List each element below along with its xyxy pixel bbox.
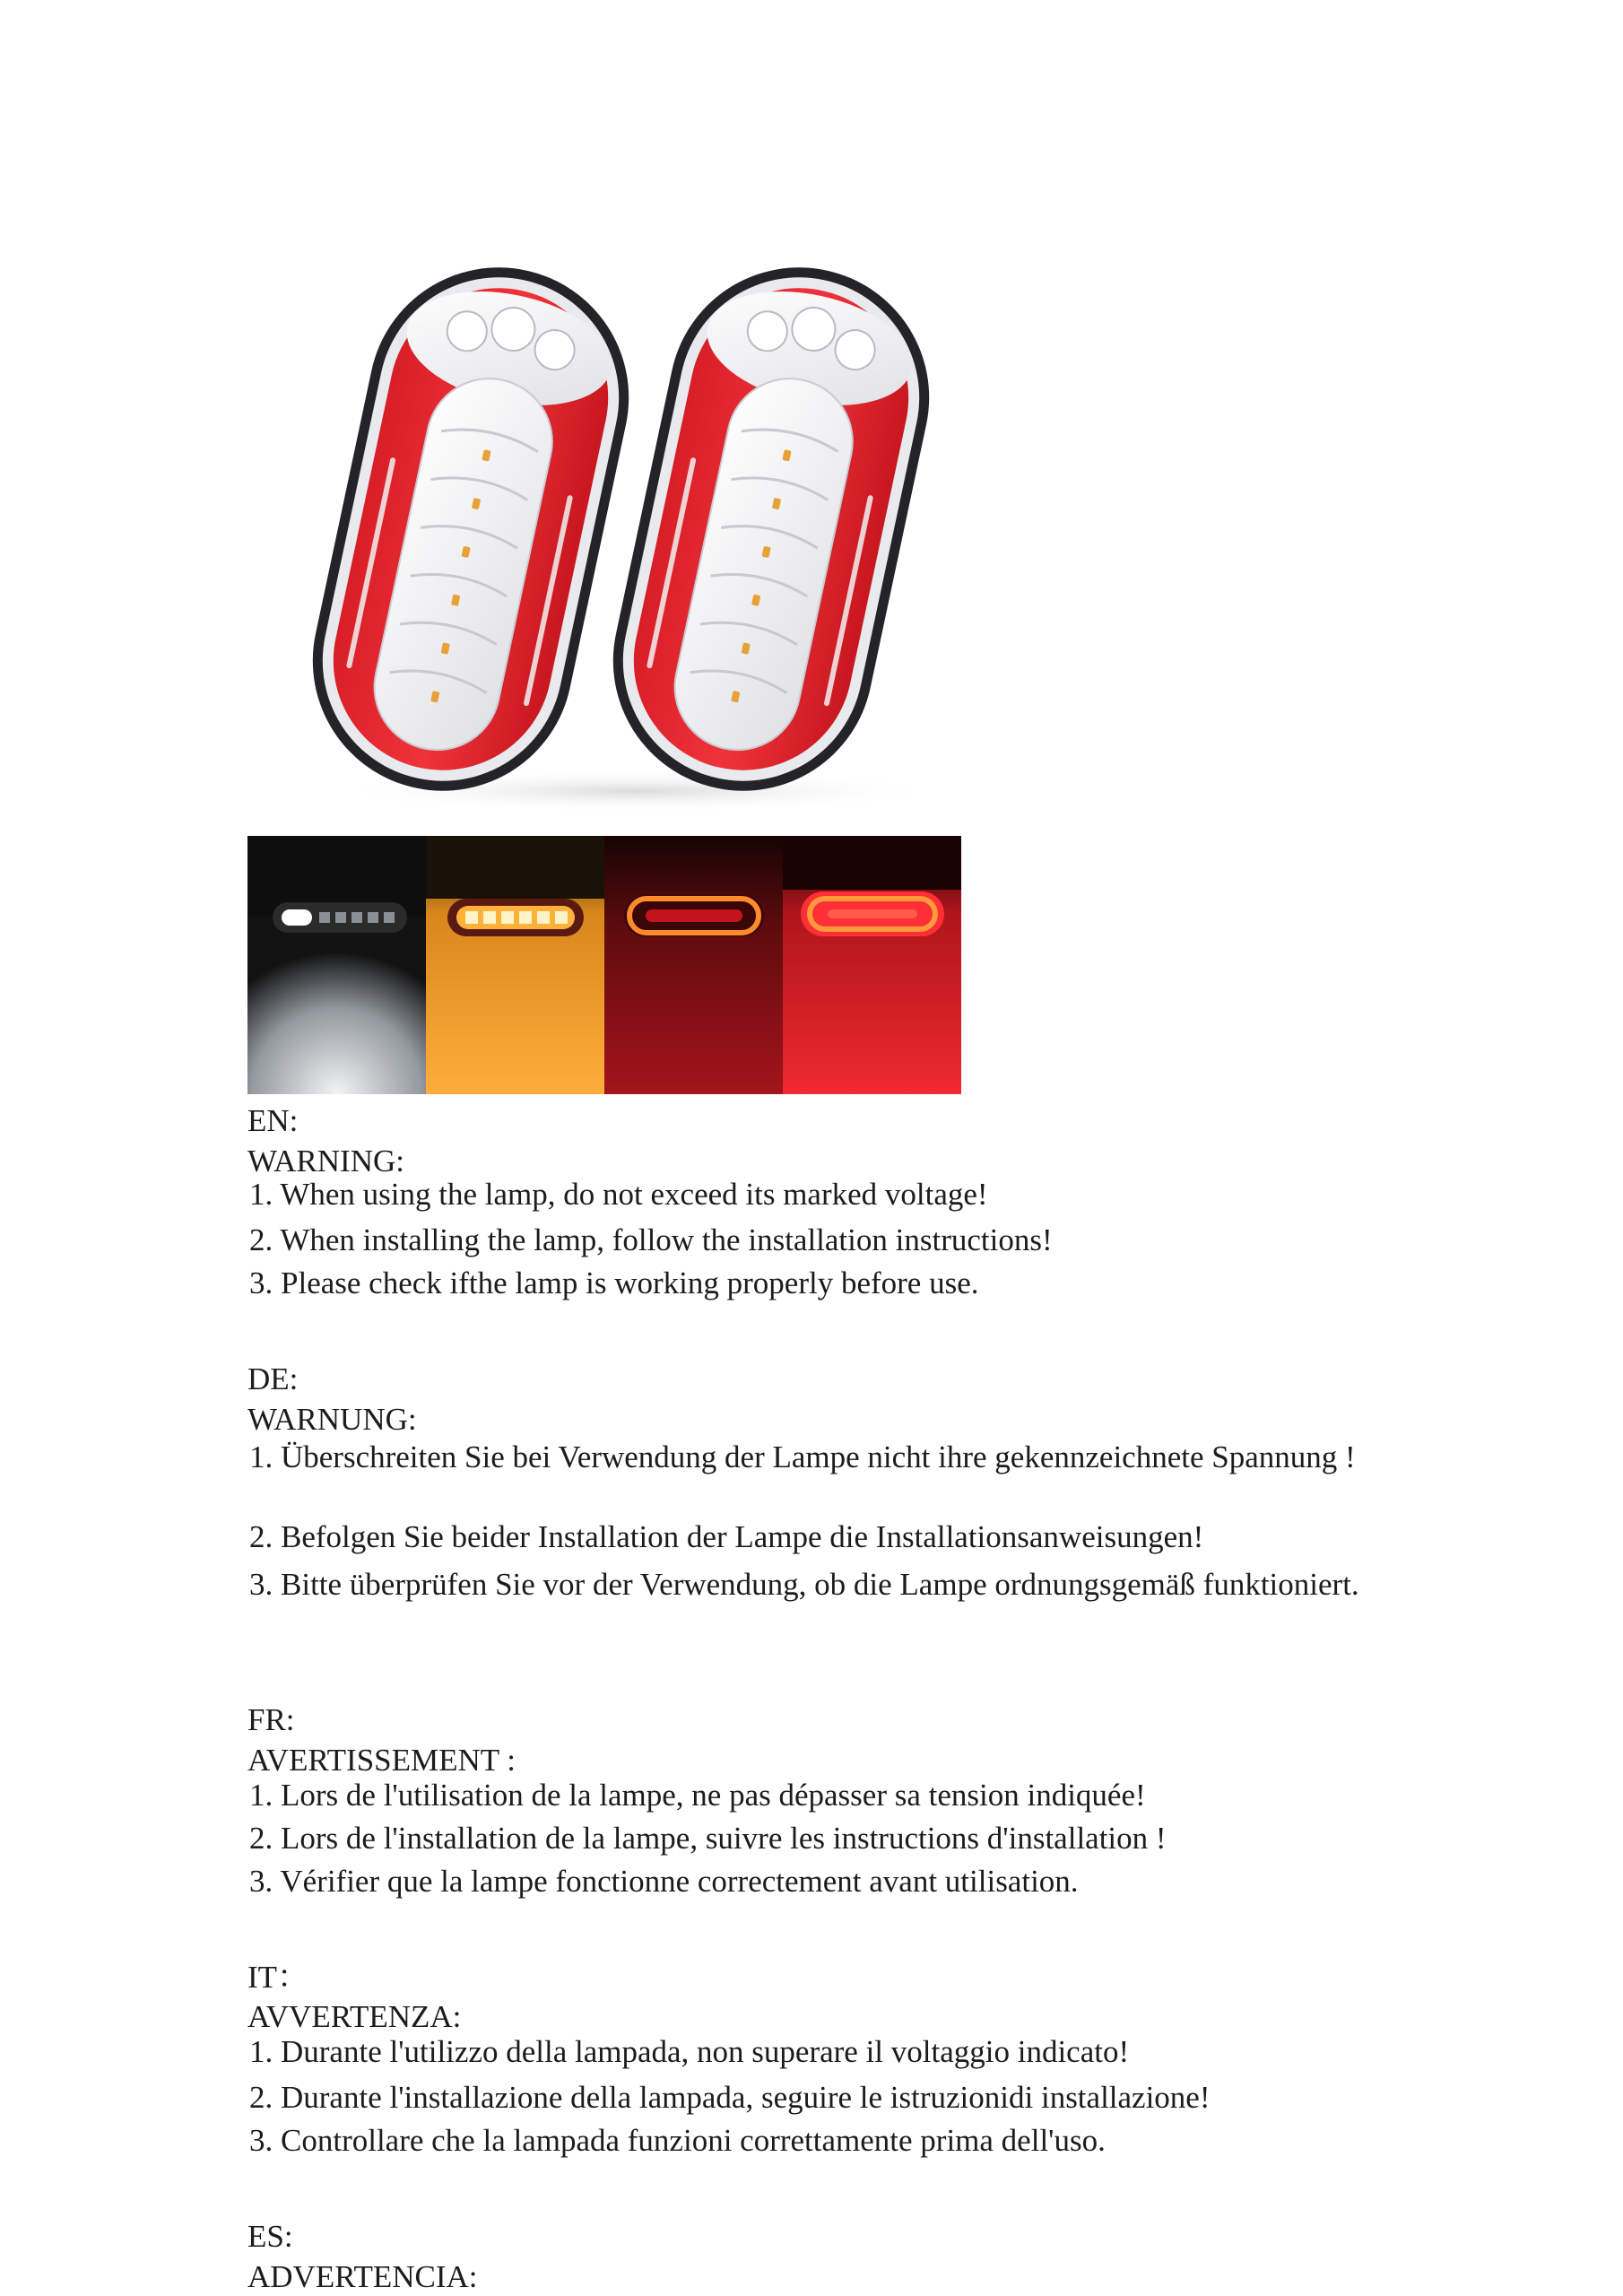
warning-item-fr-2: 2. Lors de l'installation de la lampe, suivre les instructions d'installation ! [249,1821,1167,1856]
warning-item-it-1: 1. Durante l'utilizzo della lampada, non superare il voltaggio indicato! [249,2034,1130,2069]
section-lang-fr: FR: [247,1702,295,1737]
section-lang-en: EN: [247,1103,299,1138]
product-photo [296,242,977,816]
warning-heading-fr: AVERTISSEMENT : [247,1743,516,1778]
light-mode-red-bright [783,836,961,1094]
warning-heading-it: AVVERTENZA: [247,1999,462,2034]
warning-item-fr-1: 1. Lors de l'utilisation de la lampe, ne pas dépasser sa tension indiquée! [249,1778,1146,1813]
section-lang-it: IT： [247,1960,309,1995]
warning-item-en-3: 3. Please check ifthe lamp is working properly before use. [249,1265,979,1300]
section-lang-de: DE: [247,1361,299,1396]
warning-item-de-2: 2. Befolgen Sie beider Installation der Lampe die Installationsanweisungen! [249,1519,1204,1554]
warning-heading-de: WARNUNG: [247,1402,417,1437]
light-mode-red-dim [604,836,783,1094]
light-mode-amber [426,836,604,1094]
warning-heading-en: WARNING: [247,1144,404,1178]
section-lang-es: ES: [247,2219,293,2254]
warning-item-en-1: 1. When using the lamp, do not exceed its marked voltage! [249,1177,988,1212]
warning-item-de-1: 1. Überschreiten Sie bei Verwendung der Lampe nicht ihre gekennzeichnete Spannung ! [249,1439,1356,1474]
light-modes-strip [247,836,961,1094]
warning-heading-es: ADVERTENCIA: [247,2259,478,2294]
warning-item-fr-3: 3. Vérifier que la lampe fonctionne correctement avant utilisation. [249,1864,1079,1899]
light-mode-white [247,836,426,1094]
warning-item-it-3: 3. Controllare che la lampada funzioni correttamente prima dell'uso. [249,2123,1106,2158]
warning-item-de-3: 3. Bitte überprüfen Sie vor der Verwendung, ob die Lampe ordnungsgemäß funktioniert. [249,1567,1359,1602]
warning-item-en-2: 2. When installing the lamp, follow the installation instructions! [249,1222,1053,1257]
warning-item-it-2: 2. Durante l'installazione della lampada, seguire le istruzionidi installazione! [249,2080,1211,2115]
